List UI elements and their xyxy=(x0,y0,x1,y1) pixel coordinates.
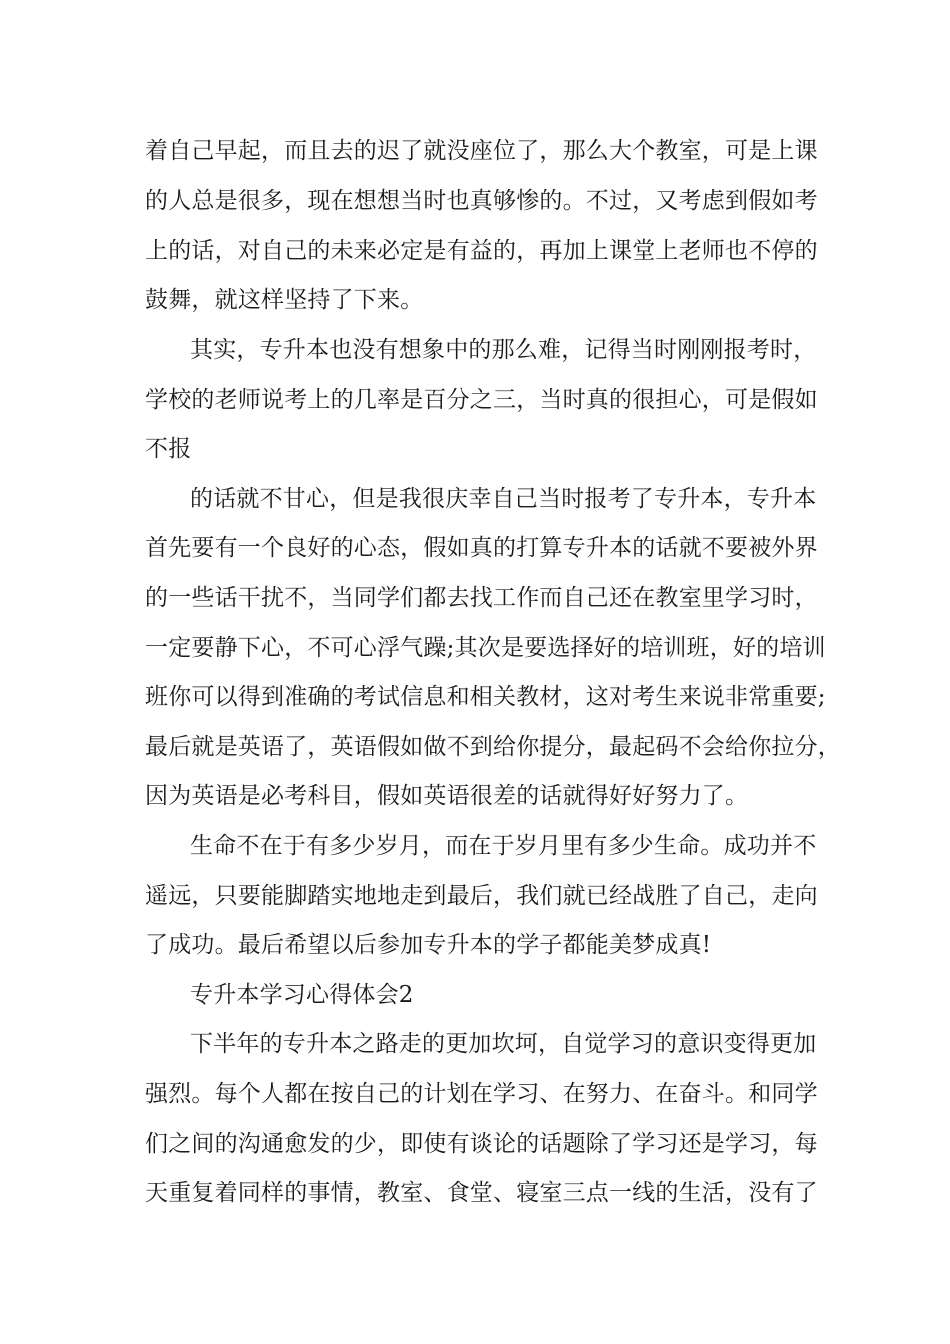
paragraph-line: 班你可以得到准确的考试信息和相关教材，这对考生来说非常重要; xyxy=(145,684,826,710)
section-heading: 专升本学习心得体会2 xyxy=(190,982,414,1008)
paragraph-line: 上的话，对自己的未来必定是有益的，再加上课堂上老师也不停的 xyxy=(145,238,818,264)
paragraph-line: 首先要有一个良好的心态，假如真的打算专升本的话就不要被外界 xyxy=(145,535,818,561)
paragraph-line: 生命不在于有多少岁月，而在于岁月里有多少生命。成功并不 xyxy=(190,833,817,859)
paragraph-line: 不报 xyxy=(145,436,192,462)
paragraph-line: 着自己早起，而且去的迟了就没座位了，那么大个教室，可是上课 xyxy=(145,138,818,164)
paragraph-line: 的人总是很多，现在想想当时也真够惨的。不过，又考虑到假如考 xyxy=(145,188,818,214)
paragraph-line: 其实，专升本也没有想象中的那么难，记得当时刚刚报考时， xyxy=(190,337,817,363)
paragraph-line: 们之间的沟通愈发的少，即使有谈论的话题除了学习还是学习，每 xyxy=(145,1131,818,1157)
paragraph-line: 最后就是英语了，英语假如做不到给你提分，最起码不会给你拉分， xyxy=(145,734,841,760)
paragraph-line: 天重复着同样的事情，教室、食堂、寝室三点一线的生活，没有了 xyxy=(145,1180,818,1206)
paragraph-line: 因为英语是必考科目，假如英语很差的话就得好好努力了。 xyxy=(145,783,749,809)
paragraph-line: 下半年的专升本之路走的更加坎坷，自觉学习的意识变得更加 xyxy=(190,1031,817,1057)
paragraph-line: 的一些话干扰不，当同学们都去找工作而自己还在教室里学习时， xyxy=(145,585,818,611)
paragraph-line: 遥远，只要能脚踏实地地走到最后，我们就已经战胜了自己，走向 xyxy=(145,883,818,909)
paragraph-line: 强烈。每个人都在按自己的计划在学习、在努力、在奋斗。和同学 xyxy=(145,1081,818,1107)
paragraph-line: 一定要静下心，不可心浮气躁;其次是要选择好的培训班，好的培训 xyxy=(145,635,826,661)
paragraph-line: 的话就不甘心，但是我很庆幸自己当时报考了专升本，专升本 xyxy=(190,486,817,512)
paragraph-line: 鼓舞，就这样坚持了下来。 xyxy=(145,287,424,313)
paragraph-line: 了成功。最后希望以后参加专升本的学子都能美梦成真! xyxy=(145,932,712,958)
paragraph-line: 学校的老师说考上的几率是百分之三，当时真的很担心，可是假如 xyxy=(145,387,818,413)
